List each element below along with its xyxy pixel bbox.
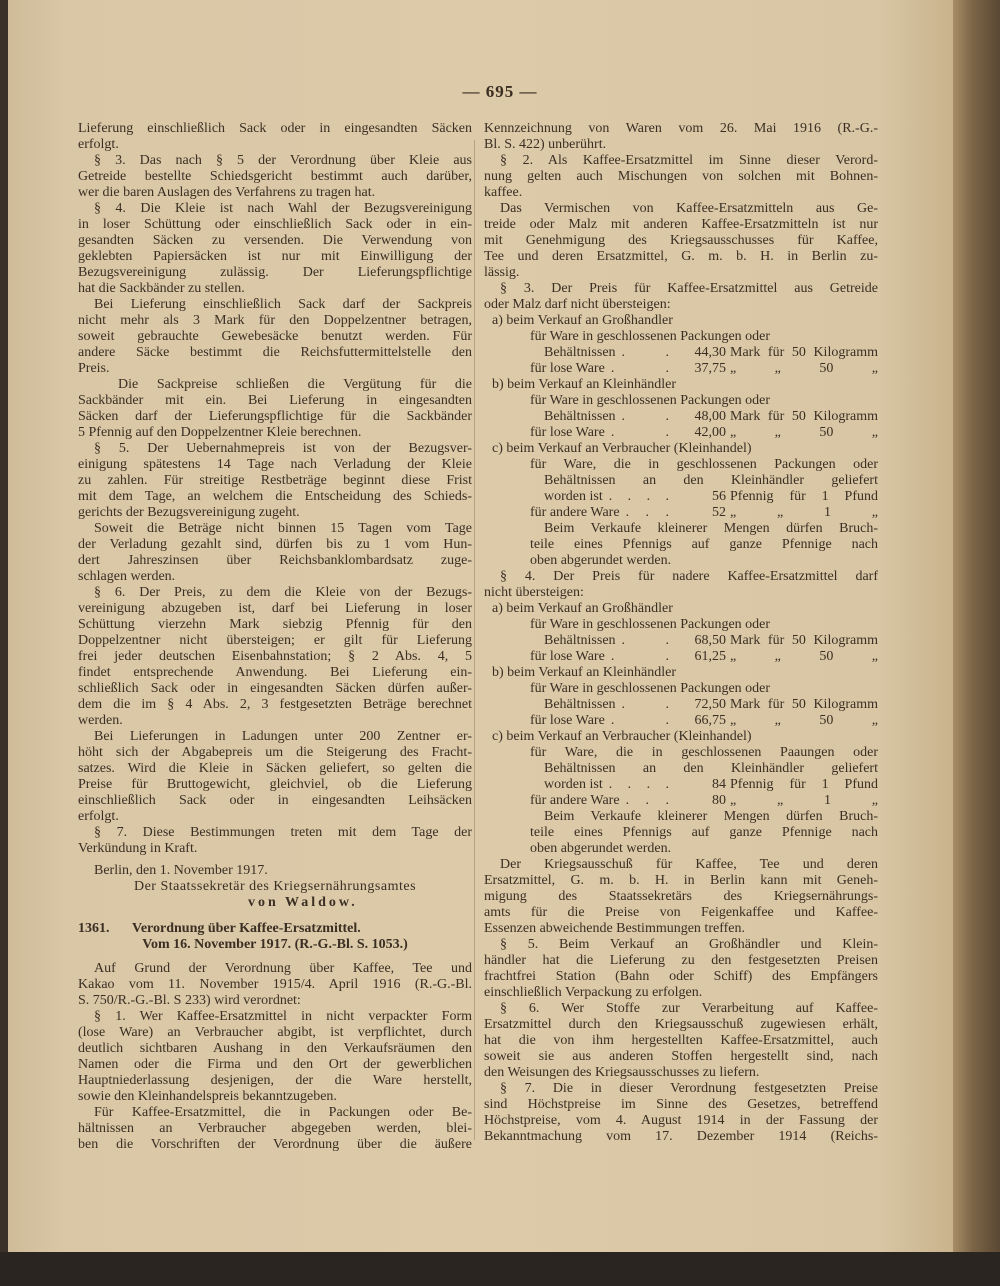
- price-unit: „ „ 50 „: [730, 361, 878, 376]
- dot-leader: . . . .: [608, 777, 672, 792]
- text-line: sowie den Kleinhandelspreis bekanntzugeben.: [78, 1089, 337, 1104]
- text-line: Auf Grund der Verordnung über Kaffee, Tee und: [94, 961, 472, 976]
- paragraph: [78, 825, 472, 857]
- price-category: b) beim Verkauf an Kleinhändler: [492, 377, 677, 392]
- dot-leader: . . .: [625, 793, 672, 808]
- text-line: nicht übersteigen:: [484, 585, 584, 600]
- text-line: Kennzeichnung von Waren vom 26. Mai 1916 (R.-G.-: [484, 121, 878, 136]
- text-line: höht sich der Abgabepreis um die Steigerung des Fracht-: [78, 745, 472, 760]
- paragraph: [78, 153, 472, 201]
- price-label: worden ist: [544, 777, 603, 792]
- ordinance-heading: [78, 921, 472, 937]
- right-column: [484, 121, 878, 1145]
- paragraph: [78, 377, 472, 441]
- scan-left-edge: [0, 0, 8, 1252]
- book-page-edges: [953, 0, 1000, 1252]
- text-line: erfolgt.: [78, 809, 119, 824]
- text-line: mit dem Tage, an welchem die Entscheidung des Schieds-: [78, 489, 472, 504]
- ordinance-date: Vom 16. November 1917. (R.-G.-Bl. S. 1053.): [142, 937, 408, 952]
- left-column: [78, 121, 472, 1153]
- price-category: a) beim Verkauf an Großhandler: [492, 313, 673, 328]
- text-line: Schüttung vierzehn Mark siebzig Pfennig für den: [78, 617, 472, 632]
- text-line: andere Säcke bestimmt die Reichsfuttermittelstelle den: [78, 345, 472, 360]
- price-category: a) beim Verkauf an Großhändler: [492, 601, 673, 616]
- text-line: Höchstpreise, vom 4. August 1914 in der Fassung der: [484, 1113, 878, 1128]
- page-number: — 695 —: [462, 82, 538, 101]
- text-line: dem die im § 4 Abs. 2, 3 festgesetzten Beträge berechnet: [78, 697, 472, 712]
- text-line: § 6. Wer Stoffe zur Verarbeitung auf Kaffee-: [500, 1001, 878, 1016]
- text-line: dert Jahreszinsen über Reichsbanklombardsatz zuge-: [78, 553, 472, 568]
- text-line: oder Malz darf nicht übersteigen:: [484, 297, 671, 312]
- price-amount: 37,75: [694, 361, 726, 376]
- text-line: kaffee.: [484, 185, 523, 200]
- text-line: findet entsprechende Anwendung. Bei Lieferung ein-: [78, 665, 472, 680]
- text-line: mit Genehmigung des Kriegsausschusses für Kaffee,: [484, 233, 878, 248]
- price-row: [484, 649, 878, 665]
- text-line: Säcken darf der Lieferungspflichtige für die Sackbänder: [78, 409, 472, 424]
- price-note: oben abgerundet werden.: [530, 841, 672, 856]
- price-amount: 68,50: [694, 633, 726, 648]
- text-line: wer die baren Auslagen des Verfahrens zu tragen hat.: [78, 185, 376, 200]
- text-line: sind Höchstpreise im Sinne des Gesetzes, betreffend: [484, 1097, 878, 1112]
- column-rule: [474, 140, 475, 1140]
- paragraph: [78, 729, 472, 825]
- ordinance-number: 1361.: [78, 921, 110, 936]
- price-amount: 61,25: [694, 649, 726, 664]
- text-line: nung gelten auch Mischungen von solchen mit Bohnen-: [484, 169, 878, 184]
- dot-leader: . .: [610, 361, 672, 376]
- paragraph: [78, 1105, 472, 1153]
- ordinance-title: Verordnung über Kaffee-Ersatzmittel.: [132, 921, 361, 936]
- text-line: hältnissen an Verbraucher abgegeben werden, blei-: [78, 1121, 472, 1136]
- signatory-name: von Waldow.: [248, 895, 358, 910]
- text-line: § 3. Das nach § 5 der Verordnung über Kleie aus: [94, 153, 472, 168]
- date-line: Berlin, den 1. November 1917.: [94, 863, 268, 878]
- text-line: migung des Staatssekretärs des Kriegsernährungs-: [484, 889, 878, 904]
- price-unit: „ „ 50 „: [730, 649, 878, 664]
- text-line: Die Sackpreise schließen die Vergütung für die: [118, 377, 472, 392]
- paragraph: [78, 201, 472, 297]
- price-amount: 84: [712, 777, 726, 792]
- price-row: [484, 345, 878, 361]
- price-unit: „ „ 50 „: [730, 713, 878, 728]
- price-amount: 52: [712, 505, 726, 520]
- text-line: einschließlich Verpackung zu erfolgen.: [484, 985, 703, 1000]
- text-line: ben die Vorschriften der Verordnung über die äußere: [78, 1137, 472, 1152]
- dot-leader: . .: [621, 345, 672, 360]
- text-line: schlagen werden.: [78, 569, 176, 584]
- price-unit: Pfennig für 1 Pfund: [730, 777, 878, 792]
- text-line: Sackbänder mit ein. Bei Lieferung in eingesandten: [78, 393, 472, 408]
- text-line: treide oder Malz mit anderen Kaffee-Ersatzmitteln ist nur: [484, 217, 878, 232]
- price-label: Behältnissen: [544, 697, 616, 712]
- text-line: Bezugsvereinigung zulässig. Der Lieferungspflichtige: [78, 265, 472, 280]
- text-line: soweit gebrauchte Gewebesäcke benutzt werden. Für: [78, 329, 472, 344]
- text-line: § 4. Der Preis für nadere Kaffee-Ersatzmittel darf: [500, 569, 878, 584]
- price-row: [484, 793, 878, 809]
- paragraph: [484, 121, 878, 153]
- price-subcategory: für Ware in geschlossenen Packungen oder: [530, 681, 771, 696]
- price-label: für lose Ware: [530, 425, 605, 440]
- price-note: teile eines Pfennigs auf ganze Pfennige nach: [530, 825, 878, 840]
- price-label: für lose Ware: [530, 713, 605, 728]
- price-unit: Mark für 50 Kilogramm: [730, 345, 878, 360]
- price-amount: 66,75: [694, 713, 726, 728]
- text-line: Lieferung einschließlich Sack oder in eingesandten Säcken: [78, 121, 472, 136]
- text-line: Doppelzentner nicht übersteigen; er gilt für Lieferung: [78, 633, 472, 648]
- text-line: Kakao vom 11. November 1915/4. April 1916 (R.-G.-Bl.: [78, 977, 472, 992]
- price-note: für Ware, die in geschlossenen Packungen oder: [530, 457, 878, 472]
- text-line: § 7. Diese Bestimmungen treten mit dem Tage der: [94, 825, 472, 840]
- paragraph: [484, 281, 878, 313]
- text-line: 5 Pfennig auf den Doppelzentner Kleie berechnen.: [78, 425, 362, 440]
- price-unit: Pfennig für 1 Pfund: [730, 489, 878, 504]
- text-line: § 6. Der Preis, zu dem die Kleie von der Bezugs-: [94, 585, 472, 600]
- price-row: [484, 409, 878, 425]
- text-line: werden.: [78, 713, 123, 728]
- text-line: Ersatzmittel durch den Kriegsausschuß zugewiesen erhält,: [484, 1017, 878, 1032]
- text-line: Bei Lieferungen in Ladungen unter 200 Zentner er-: [94, 729, 472, 744]
- price-label: für andere Ware: [530, 505, 620, 520]
- text-line: § 5. Beim Verkauf an Großhändler und Klein-: [500, 937, 878, 952]
- price-amount: 48,00: [694, 409, 726, 424]
- price-category: c) beim Verkauf an Verbraucher (Kleinhandel): [492, 441, 752, 456]
- dot-leader: . . .: [625, 505, 672, 520]
- paragraph: [78, 961, 472, 1009]
- text-line: frei jeder deutschen Eisenbahnstation; § 2 Abs. 4, 5: [78, 649, 472, 664]
- text-line: der Verladung gezahlt sind, dürfen bis zu 1 vom Hun-: [78, 537, 472, 552]
- price-label: Behältnissen: [544, 409, 616, 424]
- dot-leader: . .: [610, 713, 672, 728]
- price-amount: 56: [712, 489, 726, 504]
- price-unit: „ „ 1 „: [730, 793, 878, 808]
- price-subcategory: für Ware in geschlossenen Packungen oder: [530, 393, 771, 408]
- price-label: Behältnissen: [544, 345, 616, 360]
- price-note: oben abgerundet werden.: [530, 553, 672, 568]
- text-line: Der Kriegsausschuß für Kaffee, Tee und deren: [500, 857, 878, 872]
- text-line: Hauptniederlassung desjenigen, der die Ware herstellt,: [78, 1073, 472, 1088]
- price-subcategory: für Ware in geschlossenen Packungen oder: [530, 329, 771, 344]
- text-line: Bekanntmachung vom 17. Dezember 1914 (Reichs-: [484, 1129, 878, 1144]
- text-line: Für Kaffee-Ersatzmittel, die in Packungen oder Be-: [94, 1105, 472, 1120]
- price-label: für lose Ware: [530, 361, 605, 376]
- paragraph: [484, 569, 878, 601]
- price-note: Behältnissen an den Kleinhändler geliefert: [544, 761, 878, 776]
- text-line: Ersatzmittel, G. m. b. H. in Berlin kann mit Geneh-: [484, 873, 878, 888]
- dot-leader: . .: [610, 649, 672, 664]
- price-note: Beim Verkaufe kleinerer Mengen dürfen Bruch-: [544, 521, 878, 536]
- text-line: Bei Lieferung einschließlich Sack darf der Sackpreis: [94, 297, 472, 312]
- dot-leader: . .: [610, 425, 672, 440]
- price-unit: Mark für 50 Kilogramm: [730, 409, 878, 424]
- price-unit: Mark für 50 Kilogramm: [730, 633, 878, 648]
- text-line: Getreide bestellte Schiedsgericht bestimmt auch darüber,: [78, 169, 472, 184]
- paragraph: [78, 585, 472, 729]
- text-line: Namen oder die Firma und den Ort der gewerblichen: [78, 1057, 472, 1072]
- dot-leader: . .: [621, 697, 672, 712]
- price-list: [484, 601, 878, 857]
- paragraph: [484, 1081, 878, 1145]
- paragraph: [78, 121, 472, 153]
- paragraph: [78, 441, 472, 521]
- price-row: [484, 425, 878, 441]
- text-line: Preise für Bruttogewicht, gleichviel, ob die Lieferung: [78, 777, 472, 792]
- text-line: Essenzen abweichende Bestimmungen treffen.: [484, 921, 745, 936]
- price-row: [484, 505, 878, 521]
- scan-bottom-edge: [0, 1252, 1000, 1286]
- price-note: Behältnissen an den Kleinhändler geliefert: [544, 473, 878, 488]
- price-row: [484, 361, 878, 377]
- dot-leader: . . . .: [608, 489, 672, 504]
- price-unit: „ „ 50 „: [730, 425, 878, 440]
- paragraph: [78, 1009, 472, 1105]
- text-line: schließlich Sack oder in eingesandten Säcken dürfen außer-: [78, 681, 472, 696]
- text-line: hat die Sackbänder zu stellen.: [78, 281, 245, 296]
- price-amount: 44,30: [694, 345, 726, 360]
- price-unit: Mark für 50 Kilogramm: [730, 697, 878, 712]
- text-line: frachtfrei Station (Bahn oder Schiff) des Empfängers: [484, 969, 878, 984]
- text-line: lässig.: [484, 265, 520, 280]
- text-line: (lose Ware) an Verbraucher abgibt, ist verpflichtet, durch: [78, 1025, 472, 1040]
- price-amount: 72,50: [694, 697, 726, 712]
- price-unit: „ „ 1 „: [730, 505, 878, 520]
- text-line: Soweit die Beträge nicht binnen 15 Tagen vom Tage: [94, 521, 472, 536]
- text-line: § 1. Wer Kaffee-Ersatzmittel in nicht verpackter Form: [94, 1009, 472, 1024]
- price-row: [484, 777, 878, 793]
- text-line: § 2. Als Kaffee-Ersatzmittel im Sinne dieser Verord-: [500, 153, 878, 168]
- price-label: worden ist: [544, 489, 603, 504]
- dot-leader: . .: [621, 409, 672, 424]
- text-line: Das Vermischen von Kaffee-Ersatzmitteln aus Ge-: [500, 201, 878, 216]
- paragraph: [484, 937, 878, 1001]
- text-line: § 5. Der Uebernahmepreis ist von der Bezugsver-: [94, 441, 472, 456]
- text-line: Tee und deren Ersatzmittel, G. m. b. H. in Berlin zu-: [484, 249, 878, 264]
- price-amount: 80: [712, 793, 726, 808]
- price-row: [484, 697, 878, 713]
- text-line: Preis.: [78, 361, 110, 376]
- text-line: einschließlich Sack oder in eingesandten Leihsäcken: [78, 793, 472, 808]
- price-label: für lose Ware: [530, 649, 605, 664]
- price-row: [484, 713, 878, 729]
- text-line: § 7. Die in dieser Verordnung festgesetzten Preise: [500, 1081, 878, 1096]
- text-line: hat die von ihm hergestellten Kaffee-Ersatzmittel, auch: [484, 1033, 878, 1048]
- text-line: amts für die Preise von Feigenkaffee und Kaffee-: [484, 905, 878, 920]
- text-line: vereinigung abzugeben ist, darf bei Lieferung in loser: [78, 601, 472, 616]
- paragraph: [484, 857, 878, 937]
- text-line: Verkündung in Kraft.: [78, 841, 198, 856]
- text-line: in loser Schüttung oder einschließlich Sack oder in ein-: [78, 217, 472, 232]
- price-category: b) beim Verkauf an Kleinhändler: [492, 665, 677, 680]
- text-line: händler hat die Lieferung zu den festgesetzten Preisen: [484, 953, 878, 968]
- text-line: § 3. Der Preis für Kaffee-Ersatzmittel aus Getreide: [500, 281, 878, 296]
- text-line: zu zahlen. Für streitige Restbeträge beginnt diese Frist: [78, 473, 472, 488]
- text-line: gesandten Säcken zu versenden. Die Verwendung von: [78, 233, 472, 248]
- price-row: [484, 489, 878, 505]
- price-category: c) beim Verkauf an Verbraucher (Kleinhandel): [492, 729, 752, 744]
- text-line: den Weisungen des Kriegsausschusses zu liefern.: [484, 1065, 760, 1080]
- text-line: § 4. Die Kleie ist nach Wahl der Bezugsvereinigung: [94, 201, 472, 216]
- text-line: soweit sie aus anderen Stoffen hergestellt sind, nach: [484, 1049, 878, 1064]
- text-line: einigung spätestens 14 Tage nach Verladung der Kleie: [78, 457, 472, 472]
- price-list: [484, 313, 878, 569]
- price-note: Beim Verkaufe kleinerer Mengen dürfen Bruch-: [544, 809, 878, 824]
- price-row: [484, 633, 878, 649]
- text-line: satzes. Wird die Kleie in Säcken geliefert, so gelten die: [78, 761, 472, 776]
- paragraph: [78, 297, 472, 377]
- paragraph: [484, 1001, 878, 1081]
- price-note: teile eines Pfennigs auf ganze Pfennige nach: [530, 537, 878, 552]
- text-line: Bl. S. 422) unberührt.: [484, 137, 607, 152]
- text-line: S. 750/R.-G.-Bl. S 233) wird verordnet:: [78, 993, 301, 1008]
- text-line: geklebten Papiersäcken ist nur mit Einwilligung der: [78, 249, 472, 264]
- text-line: gerichts der Bezugsvereinigung zugeht.: [78, 505, 300, 520]
- paragraph: [484, 153, 878, 201]
- price-label: für andere Ware: [530, 793, 620, 808]
- signatory-title: Der Staatssekretär des Kriegsernährungsamtes: [133, 879, 417, 894]
- price-amount: 42,00: [694, 425, 726, 440]
- price-subcategory: für Ware in geschlossenen Packungen oder: [530, 617, 771, 632]
- paragraph: [484, 201, 878, 281]
- text-line: deutlich sichtbaren Aushang in den Verkaufsräumen den: [78, 1041, 472, 1056]
- text-line: nicht mehr als 3 Mark für den Doppelzentner betragen,: [78, 313, 472, 328]
- text-line: erfolgt.: [78, 137, 119, 152]
- price-label: Behältnissen: [544, 633, 616, 648]
- paragraph: [78, 521, 472, 585]
- price-note: für Ware, die in geschlossenen Paaungen oder: [530, 745, 878, 760]
- dot-leader: . .: [621, 633, 672, 648]
